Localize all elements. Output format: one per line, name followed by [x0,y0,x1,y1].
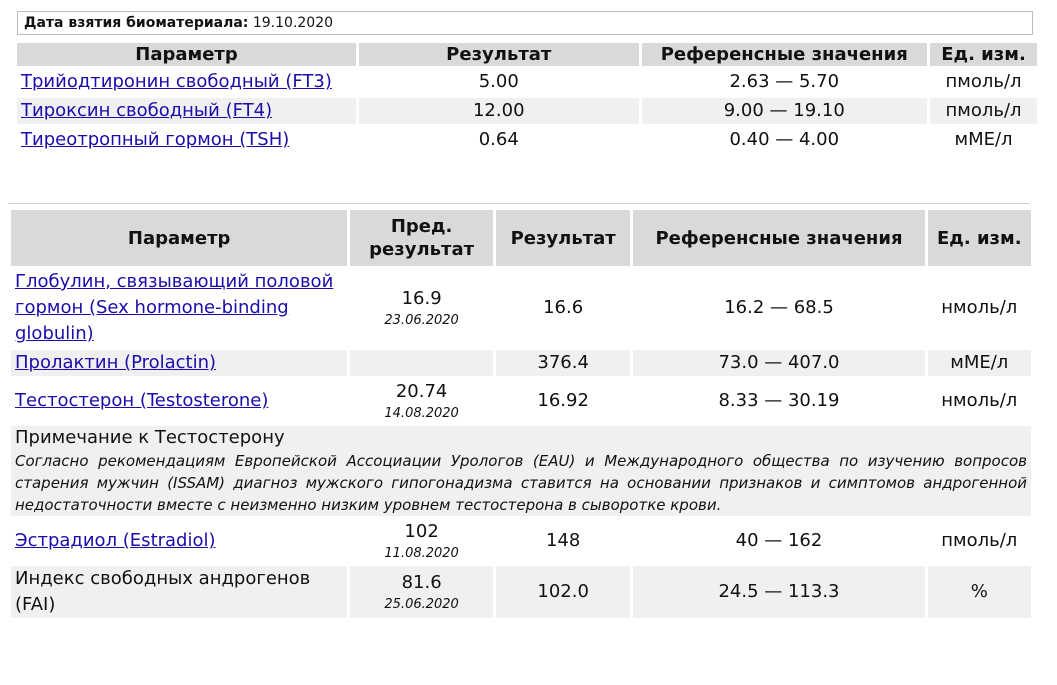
prev-result-value: 102 [404,521,439,542]
unit: нмоль/л [941,390,1018,411]
param-link-estradiol[interactable]: Эстрадиол (Estradiol) [15,530,216,551]
sample-date-label: Дата взятия биоматериала: [24,15,249,31]
unit: % [928,566,1031,618]
table-row [11,566,1031,618]
col-header-result: Результат [359,43,638,66]
reference-range: 8.33 — 30.19 [718,390,840,411]
hormone-results-table [8,207,1034,621]
unit: пмоль/л [941,530,1018,551]
param-link-tsh[interactable]: Тиреотропный гормон (TSH) [21,129,290,150]
table-row [11,269,1031,347]
table-row [17,98,1037,124]
unit: пмоль/л [930,98,1037,124]
col-header-reference: Референсные значения [633,210,924,266]
param-link-shbg[interactable]: Глобулин, связывающий половой гормон (Sex hormone-binding globulin) [15,271,334,344]
reference-range: 40 — 162 [735,530,823,551]
prev-result-date: 14.08.2020 [384,406,459,421]
result-value: 148 [545,530,581,551]
unit: мМЕ/л [954,129,1013,150]
table-row [11,519,1031,563]
col-header-unit: Ед. изм. [928,210,1031,266]
result-value: 102.0 [496,566,631,618]
result-value: 0.64 [478,129,519,150]
prev-result-value: 20.74 [395,381,448,402]
note-title: Примечание к Тестостерону [15,427,285,448]
table-header [11,210,1031,266]
reference-range: 73.0 — 407.0 [633,350,924,376]
col-header-reference: Референсные значения [642,43,928,66]
result-value: 5.00 [478,71,519,92]
prev-result-date: 11.08.2020 [384,546,459,561]
param-link-ft3[interactable]: Трийодтиронин свободный (FT3) [21,71,332,92]
param-link-prolactin[interactable]: Пролактин (Prolactin) [15,352,217,373]
prev-result-value: 16.9 [401,288,442,309]
param-link-ft4[interactable]: Тироксин свободный (FT4) [21,100,273,121]
param-link-testosterone[interactable]: Тестостерон (Testosterone) [15,390,269,411]
reference-range: 2.63 — 5.70 [729,71,840,92]
col-header-parameter: Параметр [11,210,347,266]
result-value: 376.4 [496,350,631,376]
table-header [17,43,1037,66]
prev-result-value [350,350,493,376]
reference-range: 16.2 — 68.5 [724,297,834,318]
prev-result-date: 25.06.2020 [384,597,459,612]
sample-date-value: 19.10.2020 [252,15,334,31]
reference-range: 0.40 — 4.00 [729,129,840,150]
result-value: 16.92 [537,390,589,411]
table-row [17,69,1037,95]
divider [8,203,1030,204]
table-row [17,127,1037,153]
reference-range: 24.5 — 113.3 [633,566,924,618]
prev-result-value: 81.6 [401,572,442,593]
result-value: 16.6 [543,297,584,318]
col-header-parameter: Параметр [17,43,356,66]
note-text: Согласно рекомендациям Европейской Ассоциации Урологов (EAU) и Международного общества по изучению вопросов старения мужчин (ISSAM) диагноз мужского гипогонадизма ставится на основании признаков и симптомов андрогенной недостаточности вместе с неизменно низким уровнем тестостерона в сыворотке крови. [15,452,1027,514]
table-row [11,379,1031,423]
sample-date [17,11,1033,35]
param-name-fai: Индекс свободных андрогенов (FAI) [11,566,347,618]
thyroid-results-table [14,40,1040,156]
unit: мМЕ/л [928,350,1031,376]
col-header-unit: Ед. изм. [930,43,1037,66]
reference-range: 9.00 — 19.10 [642,98,928,124]
unit: пмоль/л [945,71,1022,92]
table-row [11,350,1031,376]
col-header-prev-result: Пред. результат [350,210,493,266]
note-row [11,426,1031,516]
prev-result-date: 23.06.2020 [384,313,459,328]
result-value: 12.00 [359,98,638,124]
unit: нмоль/л [941,297,1018,318]
col-header-result: Результат [496,210,631,266]
